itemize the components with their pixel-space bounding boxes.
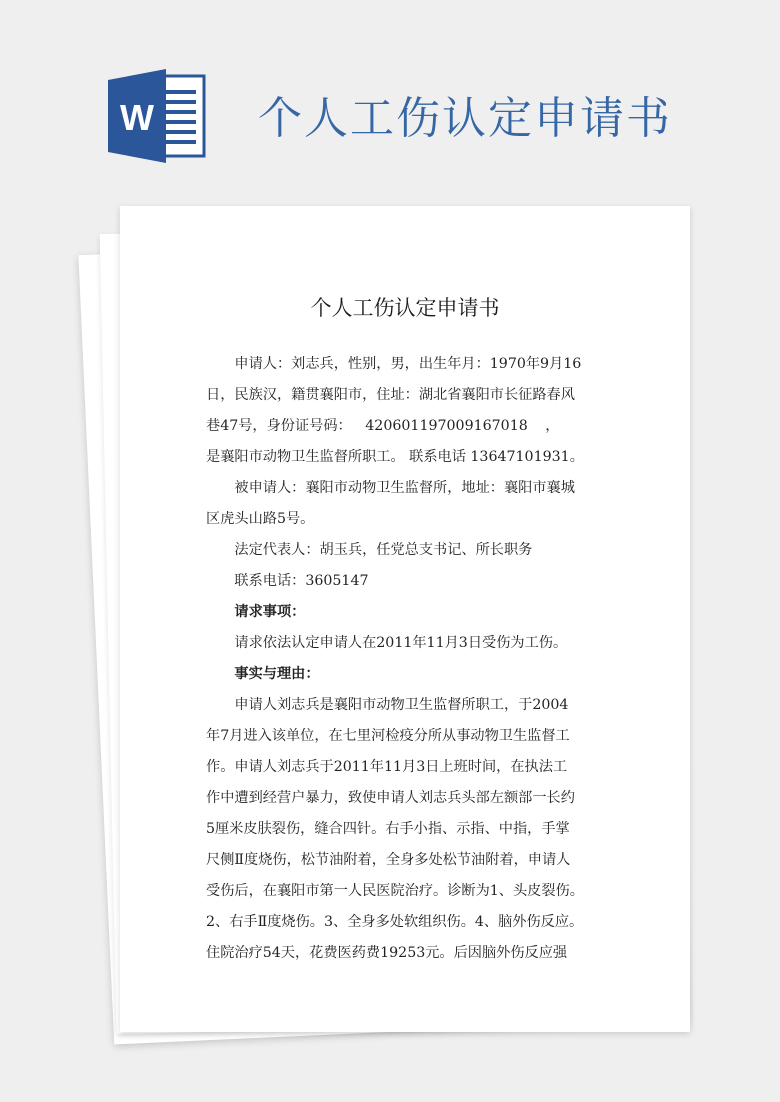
request-text: 请求依法认定申请人在2011年11月3日受伤为工伤。 xyxy=(234,635,568,651)
respondent-line-1: 被申请人：襄阳市动物卫生监督所，地址：襄阳市襄城 xyxy=(234,480,575,496)
applicant-line-3-suffix: ， xyxy=(545,418,560,434)
facts-line: 作中遭到经营户暴力，致使申请人刘志兵头部左额部一长约 xyxy=(206,790,575,806)
facts-line: 尺侧Ⅱ度烧伤，松节油附着，全身多处松节油附着，申请人 xyxy=(206,852,571,868)
facts-line: 住院治疗54天，花费医药费19253元。后因脑外伤反应强 xyxy=(206,945,568,961)
facts-line: 年7月进入该单位，在七里河检疫分所从事动物卫生监督工 xyxy=(206,728,570,744)
facts-line: 申请人刘志兵是襄阳市动物卫生监督所职工，于2004 xyxy=(234,697,569,713)
id-number: 420601197009167018 xyxy=(365,418,528,434)
document-title: 个人工伤认定申请书 xyxy=(310,296,500,320)
request-heading: 请求事项： xyxy=(234,604,306,620)
word-icon xyxy=(108,66,208,166)
facts-line: 受伤后，在襄阳市第一人民医院治疗。诊断为1、头皮裂伤。 xyxy=(206,883,584,899)
legal-representative: 法定代表人：胡玉兵，任党总支书记、所长职务 xyxy=(234,542,533,558)
applicant-line-4: 是襄阳市动物卫生监督所职工。 联系电话 13647101931。 xyxy=(206,449,584,465)
applicant-line-2: 日，民族汉，籍贯襄阳市，住址：湖北省襄阳市长征路春风 xyxy=(206,387,575,403)
applicant-line-3 xyxy=(206,411,606,442)
facts-heading: 事实与理由： xyxy=(234,666,320,682)
applicant-line-3-prefix: 巷47号，身份证号码： xyxy=(206,418,352,434)
contact-phone: 联系电话：3605147 xyxy=(234,573,369,589)
document-body xyxy=(206,349,606,969)
respondent-line-2: 区虎头山路5号。 xyxy=(206,511,315,527)
word-logo-letter: W xyxy=(120,97,154,138)
facts-line: 作。申请人刘志兵于2011年11月3日上班时间，在执法工 xyxy=(206,759,568,775)
facts-line: 2、右手Ⅱ度烧伤。3、全身多处软组织伤。4、脑外伤反应。 xyxy=(206,914,584,930)
applicant-line-1: 申请人：刘志兵，性别，男，出生年月：1970年9月16 xyxy=(234,356,582,372)
document-page xyxy=(120,206,690,1032)
facts-line: 5厘米皮肤裂伤，缝合四针。右手小指、示指、中指，手掌 xyxy=(206,821,570,837)
banner-title: 个人工伤认定申请书 xyxy=(258,93,672,144)
